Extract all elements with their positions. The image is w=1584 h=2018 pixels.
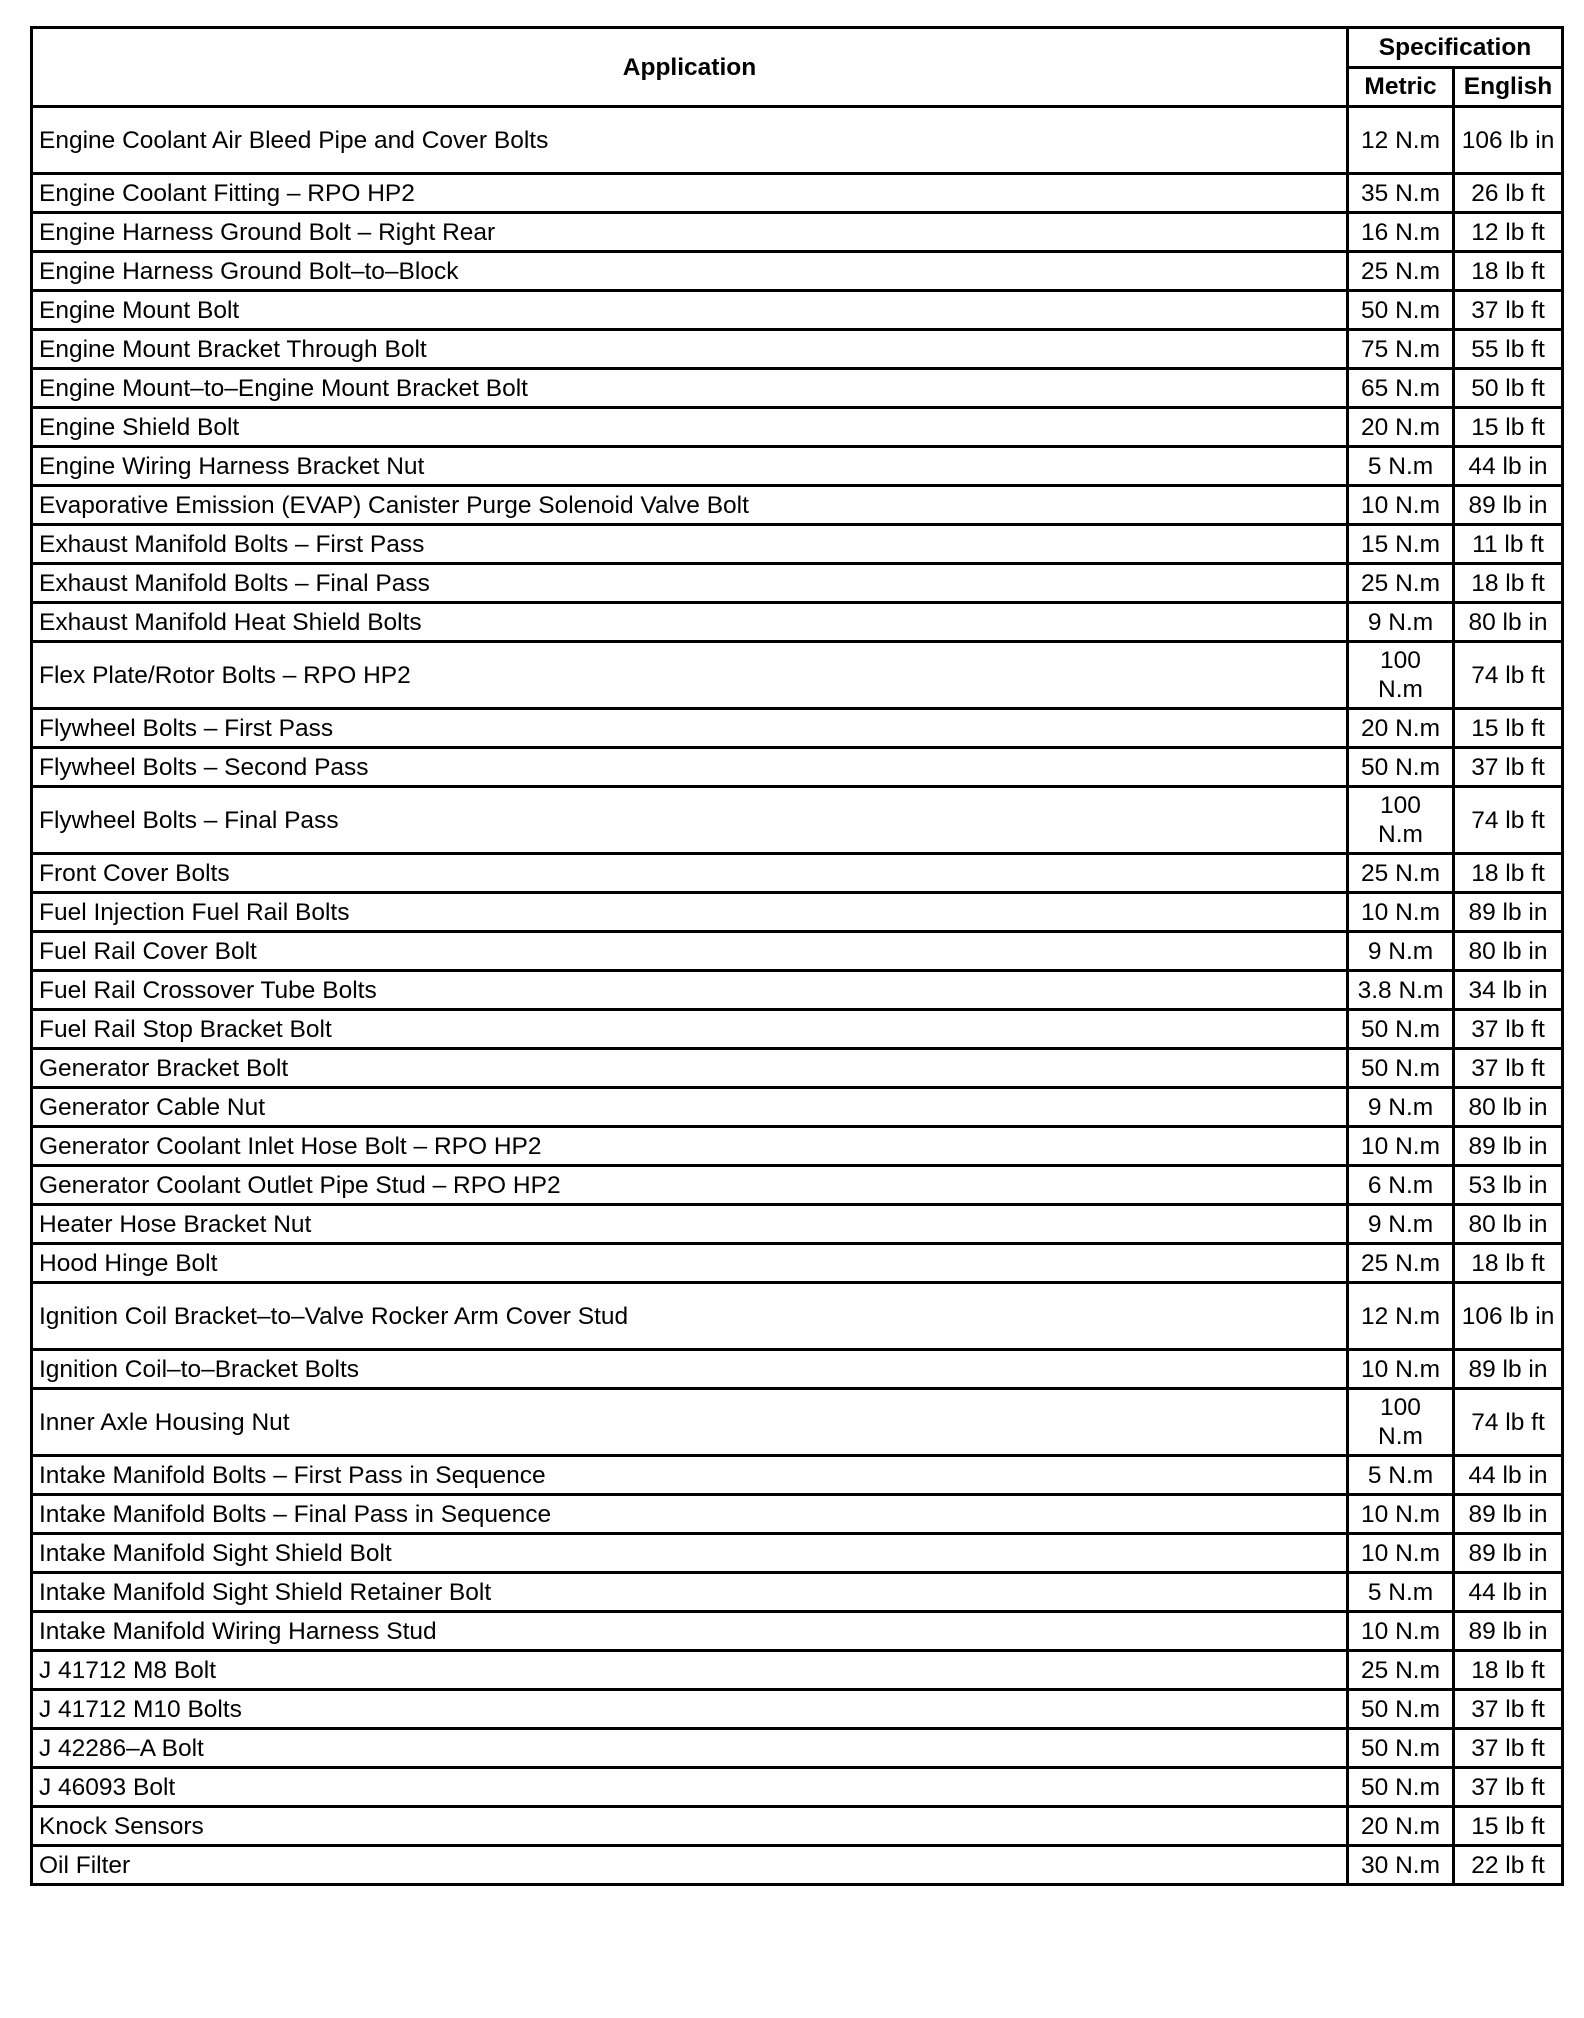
application-cell: Inner Axle Housing Nut bbox=[32, 1389, 1348, 1456]
english-cell: 44 lb in bbox=[1454, 447, 1563, 486]
table-row bbox=[32, 1729, 1563, 1768]
english-cell: 44 lb in bbox=[1454, 1573, 1563, 1612]
application-cell: Intake Manifold Sight Shield Retainer Bolt bbox=[32, 1573, 1348, 1612]
metric-cell: 12 N.m bbox=[1348, 1283, 1454, 1350]
english-cell: 18 lb ft bbox=[1454, 1651, 1563, 1690]
table-row bbox=[32, 1049, 1563, 1088]
metric-cell: 100 N.m bbox=[1348, 787, 1454, 854]
english-cell: 80 lb in bbox=[1454, 932, 1563, 971]
metric-cell: 25 N.m bbox=[1348, 252, 1454, 291]
metric-cell: 10 N.m bbox=[1348, 1350, 1454, 1389]
table-row bbox=[32, 1350, 1563, 1389]
english-cell: 26 lb ft bbox=[1454, 174, 1563, 213]
metric-cell: 16 N.m bbox=[1348, 213, 1454, 252]
metric-cell: 25 N.m bbox=[1348, 1651, 1454, 1690]
table-row bbox=[32, 369, 1563, 408]
table-row bbox=[32, 330, 1563, 369]
application-cell: Flywheel Bolts – Second Pass bbox=[32, 748, 1348, 787]
english-cell: 37 lb ft bbox=[1454, 1690, 1563, 1729]
metric-cell: 12 N.m bbox=[1348, 107, 1454, 174]
table-row bbox=[32, 408, 1563, 447]
metric-cell: 50 N.m bbox=[1348, 1768, 1454, 1807]
application-cell: Engine Coolant Fitting – RPO HP2 bbox=[32, 174, 1348, 213]
metric-cell: 50 N.m bbox=[1348, 291, 1454, 330]
table-row bbox=[32, 1456, 1563, 1495]
metric-cell: 10 N.m bbox=[1348, 893, 1454, 932]
metric-cell: 20 N.m bbox=[1348, 709, 1454, 748]
metric-cell: 50 N.m bbox=[1348, 748, 1454, 787]
english-cell: 15 lb ft bbox=[1454, 1807, 1563, 1846]
application-cell: Ignition Coil–to–Bracket Bolts bbox=[32, 1350, 1348, 1389]
table-row bbox=[32, 787, 1563, 854]
english-cell: 53 lb in bbox=[1454, 1166, 1563, 1205]
english-cell: 34 lb in bbox=[1454, 971, 1563, 1010]
specification-header: Specification bbox=[1348, 28, 1563, 68]
application-cell: J 41712 M8 Bolt bbox=[32, 1651, 1348, 1690]
application-cell: Fuel Rail Stop Bracket Bolt bbox=[32, 1010, 1348, 1049]
application-cell: Intake Manifold Bolts – Final Pass in Sequence bbox=[32, 1495, 1348, 1534]
table-row bbox=[32, 1088, 1563, 1127]
metric-cell: 100 N.m bbox=[1348, 1389, 1454, 1456]
table-row bbox=[32, 709, 1563, 748]
english-cell: 80 lb in bbox=[1454, 603, 1563, 642]
table-row bbox=[32, 603, 1563, 642]
application-cell: Flex Plate/Rotor Bolts – RPO HP2 bbox=[32, 642, 1348, 709]
metric-cell: 15 N.m bbox=[1348, 525, 1454, 564]
table-row bbox=[32, 893, 1563, 932]
application-cell: J 41712 M10 Bolts bbox=[32, 1690, 1348, 1729]
metric-cell: 30 N.m bbox=[1348, 1846, 1454, 1885]
application-cell: J 46093 Bolt bbox=[32, 1768, 1348, 1807]
english-cell: 18 lb ft bbox=[1454, 564, 1563, 603]
table-row bbox=[32, 1534, 1563, 1573]
english-cell: 12 lb ft bbox=[1454, 213, 1563, 252]
application-cell: Fuel Rail Cover Bolt bbox=[32, 932, 1348, 971]
table-row bbox=[32, 1768, 1563, 1807]
application-cell: Engine Coolant Air Bleed Pipe and Cover Bolts bbox=[32, 107, 1348, 174]
application-cell: Exhaust Manifold Bolts – Final Pass bbox=[32, 564, 1348, 603]
metric-cell: 25 N.m bbox=[1348, 564, 1454, 603]
english-cell: 50 lb ft bbox=[1454, 369, 1563, 408]
application-cell: J 42286–A Bolt bbox=[32, 1729, 1348, 1768]
metric-cell: 20 N.m bbox=[1348, 1807, 1454, 1846]
application-cell: Generator Coolant Inlet Hose Bolt – RPO HP2 bbox=[32, 1127, 1348, 1166]
english-cell: 11 lb ft bbox=[1454, 525, 1563, 564]
english-cell: 74 lb ft bbox=[1454, 1389, 1563, 1456]
table-row bbox=[32, 213, 1563, 252]
table-row bbox=[32, 1651, 1563, 1690]
metric-cell: 9 N.m bbox=[1348, 932, 1454, 971]
metric-cell: 10 N.m bbox=[1348, 1127, 1454, 1166]
table-row bbox=[32, 854, 1563, 893]
table-row bbox=[32, 291, 1563, 330]
table-row bbox=[32, 1010, 1563, 1049]
metric-cell: 25 N.m bbox=[1348, 854, 1454, 893]
english-cell: 89 lb in bbox=[1454, 1534, 1563, 1573]
metric-cell: 9 N.m bbox=[1348, 603, 1454, 642]
application-cell: Intake Manifold Bolts – First Pass in Sequence bbox=[32, 1456, 1348, 1495]
table-row bbox=[32, 1205, 1563, 1244]
metric-cell: 10 N.m bbox=[1348, 1612, 1454, 1651]
metric-cell: 75 N.m bbox=[1348, 330, 1454, 369]
english-cell: 15 lb ft bbox=[1454, 408, 1563, 447]
english-cell: 44 lb in bbox=[1454, 1456, 1563, 1495]
metric-cell: 25 N.m bbox=[1348, 1244, 1454, 1283]
table-row bbox=[32, 1846, 1563, 1885]
metric-cell: 50 N.m bbox=[1348, 1010, 1454, 1049]
metric-cell: 5 N.m bbox=[1348, 1573, 1454, 1612]
application-header: Application bbox=[32, 28, 1348, 107]
table-row bbox=[32, 564, 1563, 603]
application-cell: Fuel Injection Fuel Rail Bolts bbox=[32, 893, 1348, 932]
metric-cell: 50 N.m bbox=[1348, 1729, 1454, 1768]
metric-cell: 5 N.m bbox=[1348, 1456, 1454, 1495]
table-row bbox=[32, 971, 1563, 1010]
english-cell: 18 lb ft bbox=[1454, 854, 1563, 893]
table-row bbox=[32, 642, 1563, 709]
application-cell: Engine Mount–to–Engine Mount Bracket Bolt bbox=[32, 369, 1348, 408]
application-cell: Heater Hose Bracket Nut bbox=[32, 1205, 1348, 1244]
metric-cell: 10 N.m bbox=[1348, 1534, 1454, 1573]
table-row bbox=[32, 1495, 1563, 1534]
table-row bbox=[32, 107, 1563, 174]
metric-cell: 6 N.m bbox=[1348, 1166, 1454, 1205]
table-row bbox=[32, 174, 1563, 213]
english-cell: 89 lb in bbox=[1454, 1350, 1563, 1389]
table-row bbox=[32, 1166, 1563, 1205]
application-cell: Engine Harness Ground Bolt–to–Block bbox=[32, 252, 1348, 291]
english-cell: 18 lb ft bbox=[1454, 1244, 1563, 1283]
metric-cell: 10 N.m bbox=[1348, 486, 1454, 525]
table-row bbox=[32, 748, 1563, 787]
english-cell: 74 lb ft bbox=[1454, 787, 1563, 854]
metric-cell: 9 N.m bbox=[1348, 1205, 1454, 1244]
english-cell: 37 lb ft bbox=[1454, 1729, 1563, 1768]
table-row bbox=[32, 486, 1563, 525]
english-cell: 18 lb ft bbox=[1454, 252, 1563, 291]
table-row bbox=[32, 1612, 1563, 1651]
metric-cell: 35 N.m bbox=[1348, 174, 1454, 213]
application-cell: Exhaust Manifold Bolts – First Pass bbox=[32, 525, 1348, 564]
table-row bbox=[32, 1807, 1563, 1846]
english-cell: 55 lb ft bbox=[1454, 330, 1563, 369]
application-cell: Knock Sensors bbox=[32, 1807, 1348, 1846]
application-cell: Engine Mount Bolt bbox=[32, 291, 1348, 330]
english-header: English bbox=[1454, 67, 1563, 107]
metric-cell: 100 N.m bbox=[1348, 642, 1454, 709]
table-row bbox=[32, 932, 1563, 971]
metric-cell: 9 N.m bbox=[1348, 1088, 1454, 1127]
english-cell: 89 lb in bbox=[1454, 1612, 1563, 1651]
table-row bbox=[32, 525, 1563, 564]
english-cell: 37 lb ft bbox=[1454, 748, 1563, 787]
english-cell: 37 lb ft bbox=[1454, 1049, 1563, 1088]
application-cell: Engine Harness Ground Bolt – Right Rear bbox=[32, 213, 1348, 252]
english-cell: 89 lb in bbox=[1454, 893, 1563, 932]
english-cell: 106 lb in bbox=[1454, 1283, 1563, 1350]
english-cell: 37 lb ft bbox=[1454, 291, 1563, 330]
english-cell: 80 lb in bbox=[1454, 1205, 1563, 1244]
english-cell: 106 lb in bbox=[1454, 107, 1563, 174]
application-cell: Engine Shield Bolt bbox=[32, 408, 1348, 447]
english-cell: 15 lb ft bbox=[1454, 709, 1563, 748]
application-cell: Flywheel Bolts – First Pass bbox=[32, 709, 1348, 748]
application-cell: Evaporative Emission (EVAP) Canister Purge Solenoid Valve Bolt bbox=[32, 486, 1348, 525]
table-row bbox=[32, 252, 1563, 291]
application-cell: Fuel Rail Crossover Tube Bolts bbox=[32, 971, 1348, 1010]
metric-cell: 20 N.m bbox=[1348, 408, 1454, 447]
fastener-spec-table bbox=[30, 26, 1564, 1886]
table-row bbox=[32, 1283, 1563, 1350]
application-cell: Engine Wiring Harness Bracket Nut bbox=[32, 447, 1348, 486]
english-cell: 89 lb in bbox=[1454, 1127, 1563, 1166]
metric-cell: 50 N.m bbox=[1348, 1690, 1454, 1729]
english-cell: 80 lb in bbox=[1454, 1088, 1563, 1127]
application-cell: Exhaust Manifold Heat Shield Bolts bbox=[32, 603, 1348, 642]
application-cell: Generator Coolant Outlet Pipe Stud – RPO HP2 bbox=[32, 1166, 1348, 1205]
application-cell: Generator Bracket Bolt bbox=[32, 1049, 1348, 1088]
table-row bbox=[32, 1389, 1563, 1456]
application-cell: Engine Mount Bracket Through Bolt bbox=[32, 330, 1348, 369]
table-row bbox=[32, 447, 1563, 486]
application-cell: Front Cover Bolts bbox=[32, 854, 1348, 893]
metric-cell: 3.8 N.m bbox=[1348, 971, 1454, 1010]
english-cell: 89 lb in bbox=[1454, 1495, 1563, 1534]
table-body bbox=[32, 107, 1563, 1885]
english-cell: 74 lb ft bbox=[1454, 642, 1563, 709]
english-cell: 37 lb ft bbox=[1454, 1010, 1563, 1049]
table-row bbox=[32, 1690, 1563, 1729]
metric-cell: 65 N.m bbox=[1348, 369, 1454, 408]
application-cell: Oil Filter bbox=[32, 1846, 1348, 1885]
table-row bbox=[32, 1244, 1563, 1283]
metric-cell: 50 N.m bbox=[1348, 1049, 1454, 1088]
table-row bbox=[32, 1573, 1563, 1612]
english-cell: 89 lb in bbox=[1454, 486, 1563, 525]
english-cell: 22 lb ft bbox=[1454, 1846, 1563, 1885]
english-cell: 37 lb ft bbox=[1454, 1768, 1563, 1807]
metric-cell: 5 N.m bbox=[1348, 447, 1454, 486]
application-cell: Generator Cable Nut bbox=[32, 1088, 1348, 1127]
application-cell: Ignition Coil Bracket–to–Valve Rocker Arm Cover Stud bbox=[32, 1283, 1348, 1350]
metric-header: Metric bbox=[1348, 67, 1454, 107]
application-cell: Flywheel Bolts – Final Pass bbox=[32, 787, 1348, 854]
application-cell: Intake Manifold Wiring Harness Stud bbox=[32, 1612, 1348, 1651]
application-cell: Hood Hinge Bolt bbox=[32, 1244, 1348, 1283]
table-row bbox=[32, 1127, 1563, 1166]
application-cell: Intake Manifold Sight Shield Bolt bbox=[32, 1534, 1348, 1573]
metric-cell: 10 N.m bbox=[1348, 1495, 1454, 1534]
